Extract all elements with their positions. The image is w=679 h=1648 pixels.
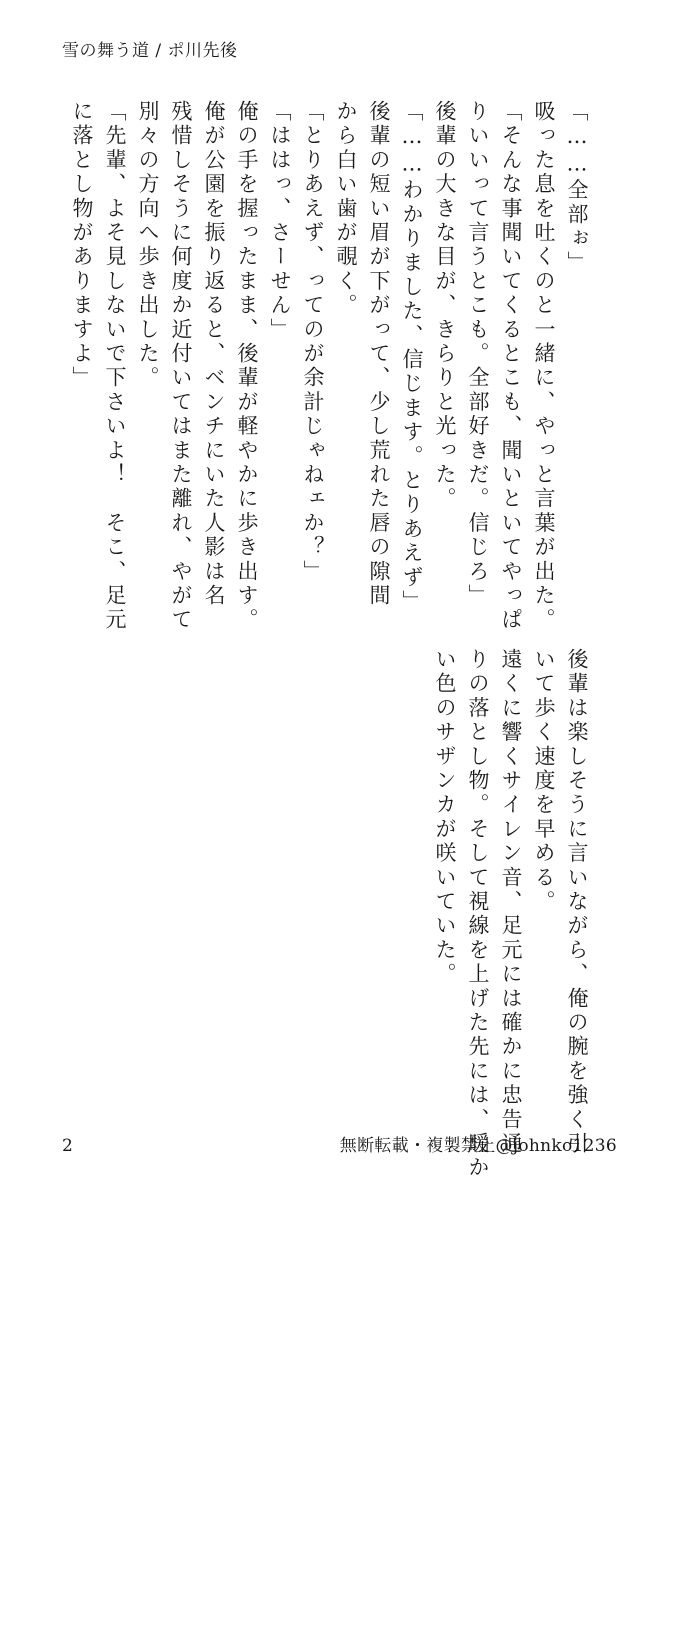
text-column: に落とし物がありますよ」 (70, 100, 94, 391)
text-column: りいいって言うとこも。全部好きだ。信じろ」 (466, 100, 490, 609)
text-column: 俺の手を握ったまま、後輩が軽やかに歩き出す。 (235, 100, 259, 633)
text-column: 「先輩、よそ見しないで下さいよ！ そこ、足元 (103, 100, 127, 633)
text-column: 俺が公園を振り返ると、ベンチにいた人影は名 (202, 100, 226, 609)
text-column: 「そんな事聞いてくるとこも、聞いといてやっぱ (499, 100, 523, 633)
text-column: 後輩の大きな目が、きらりと光った。 (433, 100, 457, 512)
text-column: 「ははっ、さーせん」 (268, 100, 292, 342)
copyright-notice: 無断転載・複製禁止@johnko1236 (339, 1136, 617, 1156)
text-column: 「……全部ぉ」 (565, 100, 589, 276)
book-title-header: 雪の舞う道 / ポ川先後 (62, 41, 238, 61)
text-column: 後輩の短い眉が下がって、少し荒れた唇の隙間 (367, 100, 391, 609)
text-column: 残惜しそうに何度か近付いてはまた離れ、やがて (169, 100, 193, 633)
text-column: 「……わかりました、信じます。とりあえず」 (400, 100, 424, 615)
text-column-lower: 後輩は楽しそうに言いながら、俺の腕を強く引 (565, 648, 589, 1157)
text-column-lower: 遠くに響くサイレン音、足元には確かに忠告通 (499, 648, 523, 1157)
page-number: 2 (62, 1136, 73, 1156)
text-column-lower: りの落とし物。そして視線を上げた先には、暖か (466, 648, 490, 1181)
text-column: 別々の方向へ歩き出した。 (136, 100, 160, 391)
text-column: 「とりあえず、ってのが余計じゃねェか？」 (301, 100, 325, 584)
text-column-lower: い色のサザンカが咲いていた。 (433, 648, 457, 987)
text-column-lower: いて歩く速度を早める。 (532, 648, 556, 915)
text-column: 吸った息を吐くのと一緒に、やっと言葉が出た。 (532, 100, 556, 633)
text-column: から白い歯が覗く。 (334, 100, 358, 318)
